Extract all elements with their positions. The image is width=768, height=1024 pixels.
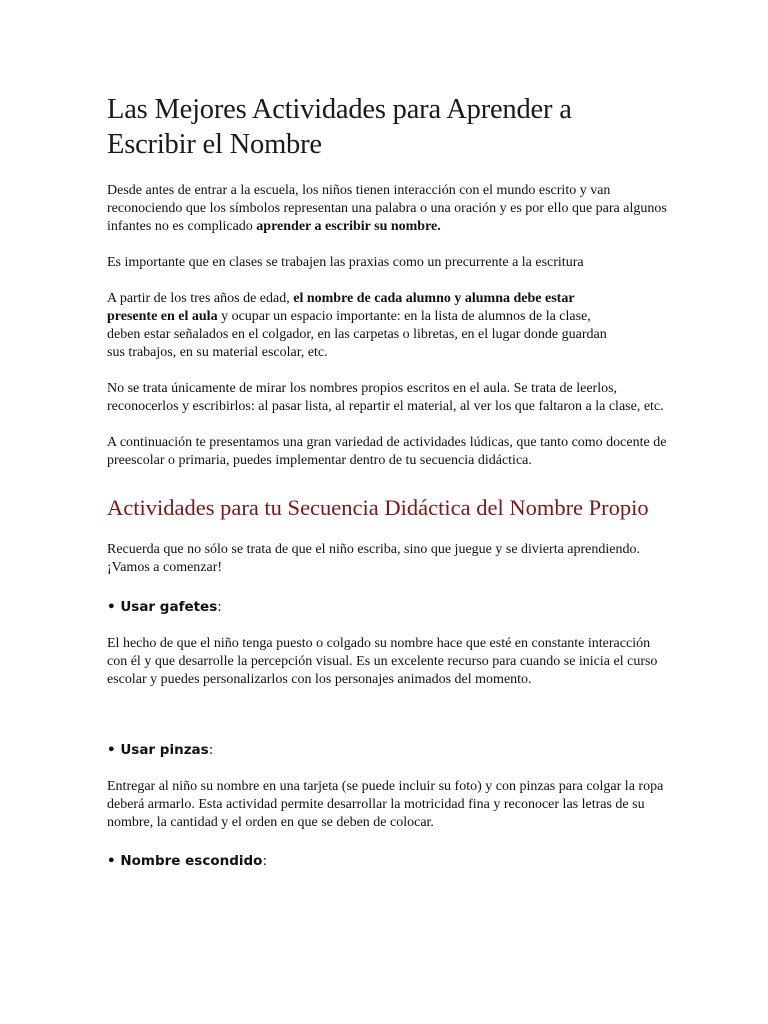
activity-heading-gafetes xyxy=(107,598,667,616)
activity-label: • Nombre escondido xyxy=(107,853,263,869)
activity-colon: : xyxy=(262,853,268,869)
intro-bold-text: aprender a escribir su nombre. xyxy=(256,219,441,234)
activities-intro-paragraph: A continuación te presentamos una gran variedad de actividades lúdicas, que tanto como docente de preescolar o primaria, puedes implementar dentro de tu secuencia didáctica. xyxy=(107,435,667,468)
activity-colon: : xyxy=(208,742,214,758)
document-title: Las Mejores Actividades para Aprender a Escribir el Nombre xyxy=(107,94,572,160)
praxias-paragraph: Es importante que en clases se trabajen las praxias como un precurrente a la escritura xyxy=(107,255,584,270)
names-in-classroom-paragraph xyxy=(107,290,619,362)
section-title: Actividades para tu Secuencia Didáctica del Nombre Propio xyxy=(107,495,649,520)
activity-label: • Usar gafetes xyxy=(107,599,218,615)
activity-label: • Usar pinzas xyxy=(107,742,209,758)
activity-heading-pinzas xyxy=(107,741,667,759)
intro-text: Desde antes de entrar a la escuela, los niños tienen interacción con el mundo escrito y van reconociendo que los símbolos representan una palabra o una oración y es por ello que para algunos infantes no es complicado xyxy=(107,183,667,234)
names-bold-text: el nombre de cada alumno y alumna debe estar presente en el aula xyxy=(107,291,575,324)
reminder-paragraph: Recuerda que no sólo se trata de que el niño escriba, sino que juegue y se divierta aprendiendo. ¡Vamos a comenzar! xyxy=(107,542,640,575)
activity-description-gafetes: El hecho de que el niño tenga puesto o colgado su nombre hace que esté en constante interacción con él y que desarrolle la percepción visual. Es un excelente recurso para cuando se inicia el curso escolar y puedes personalizarlos con los personajes animados del momento. xyxy=(107,636,658,687)
reading-names-paragraph: No se trata únicamente de mirar los nombres propios escritos en el aula. Se trata de leerlos, reconocerlos y escribirlos: al pasar lista, al repartir el material, al ver los que faltaron a la clase, etc. xyxy=(107,381,664,414)
activity-description-pinzas: Entregar al niño su nombre en una tarjeta (se puede incluir su foto) y con pinzas para colgar la ropa deberá armarlo. Esta actividad permite desarrollar la motricidad fina y reconocer las letras de su nombre, la cantidad y el orden en que se deben de colocar. xyxy=(107,779,664,830)
names-text-before: A partir de los tres años de edad, xyxy=(107,291,294,306)
intro-paragraph xyxy=(107,182,667,236)
document-page xyxy=(107,92,667,870)
names-text-after: y ocupar un espacio importante: en la lista de alumnos de la clase, deben estar señalados en el colgador, en las carpetas o libretas, en el lugar donde guardan sus trabajos, en su material escolar, etc. xyxy=(107,309,607,360)
activity-colon: : xyxy=(217,599,222,615)
activity-heading-nombre-escondido xyxy=(107,852,667,870)
